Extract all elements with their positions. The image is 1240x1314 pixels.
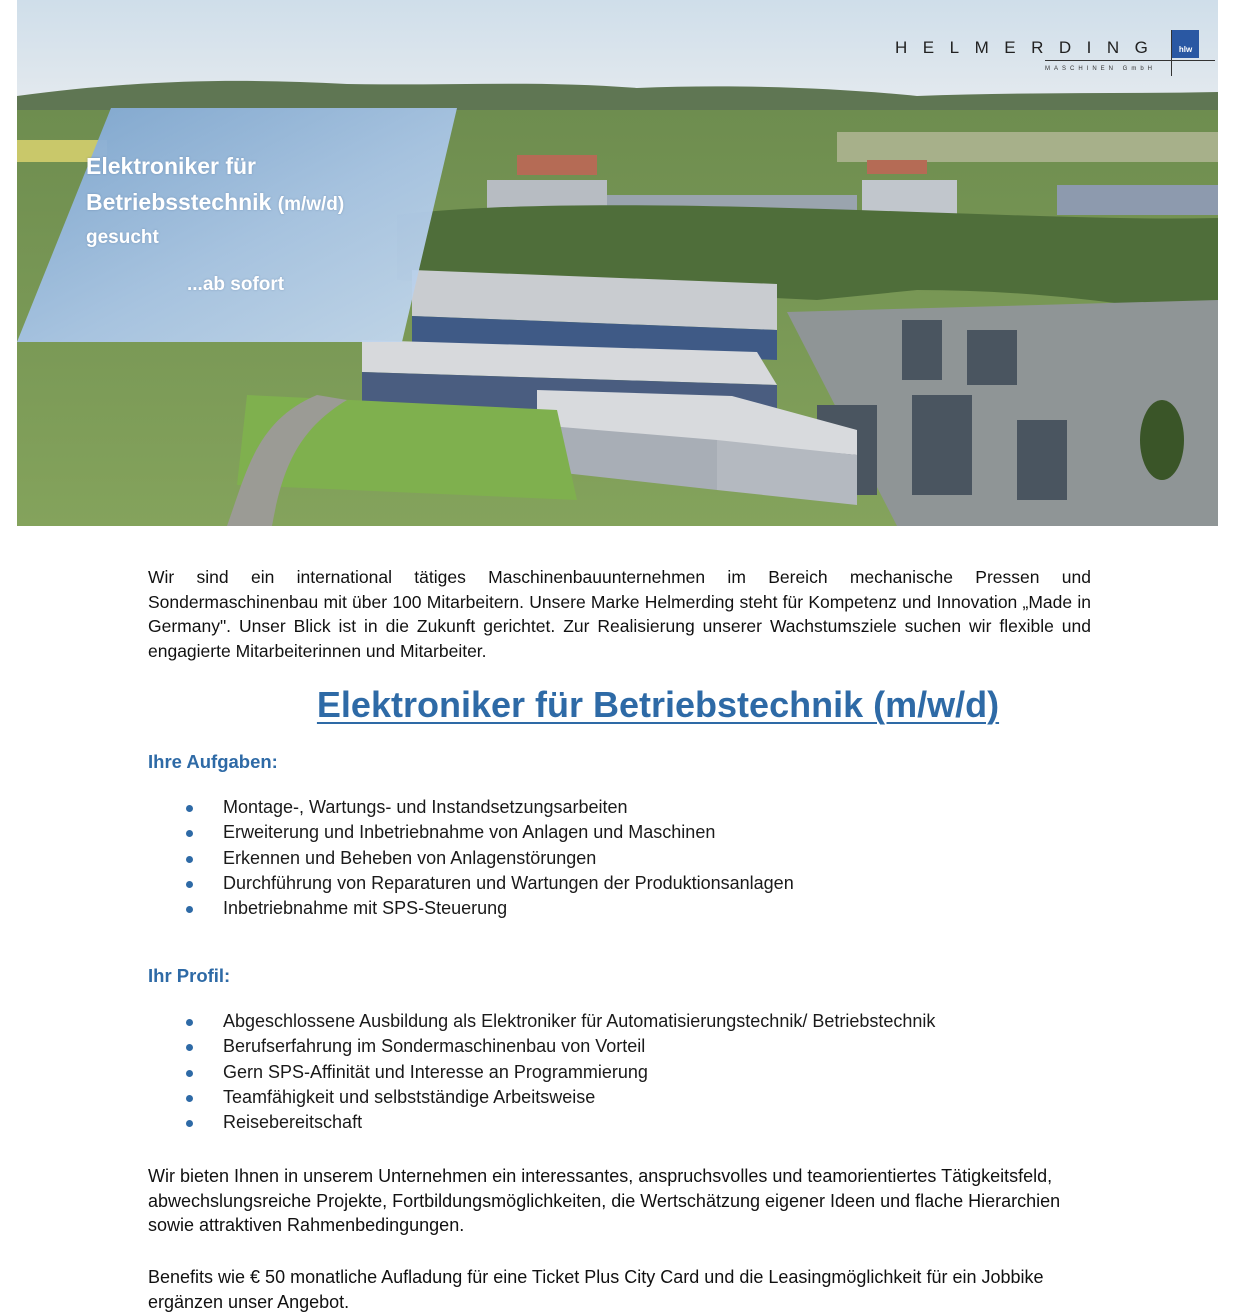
hero-banner <box>17 0 1218 526</box>
list-item: Inbetriebnahme mit SPS-Steuerung <box>148 896 1091 921</box>
list-item: Erweiterung und Inbetriebnahme von Anlagen und Maschinen <box>148 820 1091 845</box>
logo-badge: hlw <box>1172 30 1199 58</box>
list-item: Durchführung von Reparaturen und Wartungen der Produktionsanlagen <box>148 871 1091 896</box>
logo-wordmark: HELMERDING <box>895 38 1164 57</box>
tasks-heading: Ihre Aufgaben: <box>148 751 278 772</box>
tasks-list <box>148 795 1091 921</box>
logo-divider-horizontal <box>1045 60 1215 61</box>
hero-line-3: gesucht <box>86 227 159 248</box>
intro-paragraph: Wir sind ein international tätiges Maschinenbauunternehmen im Bereich mechanische Pressen und Sondermaschinenbau mit über 100 Mitarbeitern. Unsere Marke Helmerding steht für Kompetenz und Innovation „Made in Germany". Unser Blick ist in die Zukunft gerichtet. Zur Realisierung unserer Wachstumsziele suchen wir flexible und engagierte Mitarbeiterinnen und Mitarbeiter. <box>148 567 1091 661</box>
profile-heading: Ihr Profil: <box>148 965 231 986</box>
helmerding-logo <box>895 30 1215 78</box>
list-item: Reisebereitschaft <box>148 1110 1091 1135</box>
job-title: Elektroniker für Betriebstechnik (m/w/d) <box>316 684 1000 725</box>
hero-line-2-suffix: (m/w/d) <box>277 194 345 215</box>
list-item: Teamfähigkeit und selbstständige Arbeitsweise <box>148 1085 1091 1110</box>
hero-callout <box>86 148 344 300</box>
job-posting-body <box>148 565 1091 1312</box>
benefits-paragraph: Benefits wie € 50 monatliche Aufladung für eine Ticket Plus City Card und die Leasingmöglichkeit für ein Jobbike ergänzen unser Angebot. <box>148 1267 1044 1312</box>
hero-line-2 <box>86 184 344 223</box>
logo-subline: MASCHINEN GmbH <box>1045 66 1157 72</box>
list-item: Gern SPS-Affinität und Interesse an Programmierung <box>148 1060 1091 1085</box>
hero-line-1: Elektroniker für <box>86 153 256 179</box>
profile-list <box>148 1009 1091 1135</box>
list-item: Montage-, Wartungs- und Instandsetzungsarbeiten <box>148 795 1091 820</box>
hero-line-4: ...ab sofort <box>187 274 285 295</box>
list-item: Berufserfahrung im Sondermaschinenbau von Vorteil <box>148 1034 1091 1059</box>
offer-paragraph: Wir bieten Ihnen in unserem Unternehmen ein interessantes, anspruchsvolles und teamorientiertes Tätigkeitsfeld, abwechslungsreiche Projekte, Fortbildungsmöglichkeiten, die Wertschätzung eigener Ideen und flache Hierarchien sowie attraktiven Rahmenbedingungen. <box>148 1166 1061 1235</box>
list-item: Erkennen und Beheben von Anlagenstörungen <box>148 846 1091 871</box>
hero-line-2-main: Betriebsstechnik <box>86 189 272 215</box>
list-item: Abgeschlossene Ausbildung als Elektroniker für Automatisierungstechnik/ Betriebstechnik <box>148 1009 1091 1034</box>
